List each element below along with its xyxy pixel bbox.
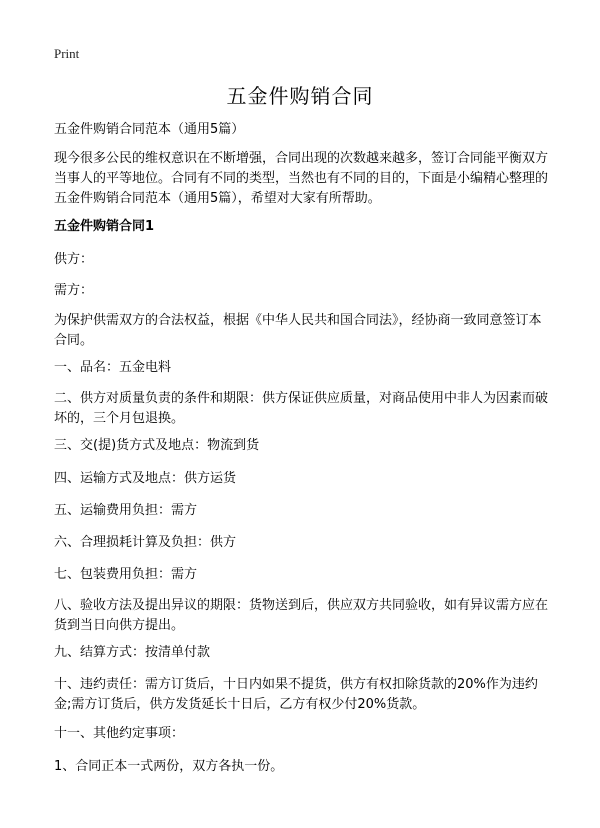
clause-item: 十一、其他约定事项： — [54, 726, 185, 741]
clause-item: 一、品名：五金电料 — [54, 360, 172, 375]
clause-item: 八、验收方法及提出异议的期限：货物送到后，供应双方共同验收，如有异议需方应在货到当日向供方提出。 — [54, 598, 549, 633]
clause-item: 五、运输费用负担：需方 — [54, 503, 198, 518]
intro-paragraph: 现今很多公民的维权意识在不断增强，合同出现的次数越来越多，签订合同能平衡双方当事人的平等地位。合同有不同的类型，当然也有不同的目的，下面是小编精心整理的五金件购销合同范本（通用5篇），希望对大家有所帮助。 — [54, 151, 549, 206]
print-label: Print — [54, 46, 80, 61]
document-title: 五金件购销合同 — [226, 84, 374, 108]
clause-item: 1、合同正本一式两份，双方各执一份。 — [54, 759, 284, 774]
clause-item: 七、包装费用负担：需方 — [54, 567, 198, 582]
supplier-line: 供方： — [54, 252, 94, 267]
clause-item: 四、运输方式及地点：供方运货 — [54, 471, 237, 486]
clause-item: 十、违约责任：需方订货后，十日内如果不提货，供方有权扣除货款的20%作为违约金;需方订货后，供方发货延长十日后，乙方有权少付20%货款。 — [54, 677, 538, 712]
clause-item: 二、供方对质量负责的条件和期限：供方保证供应质量，对商品使用中非人为因素而破坏的，三个月包退换。 — [54, 391, 549, 426]
preamble-paragraph: 为保护供需双方的合法权益，根据《中华人民共和国合同法》，经协商一致同意签订本合同。 — [54, 313, 542, 348]
section-heading: 五金件购销合同1 — [54, 219, 155, 234]
buyer-line: 需方： — [54, 283, 94, 298]
clause-item: 三、交(提)货方式及地点：物流到货 — [54, 438, 260, 453]
document-subtitle: 五金件购销合同范本（通用5篇） — [54, 122, 245, 137]
clause-item: 六、合理损耗计算及负担：供方 — [54, 535, 237, 550]
clause-item: 九、结算方式：按清单付款 — [54, 645, 211, 660]
